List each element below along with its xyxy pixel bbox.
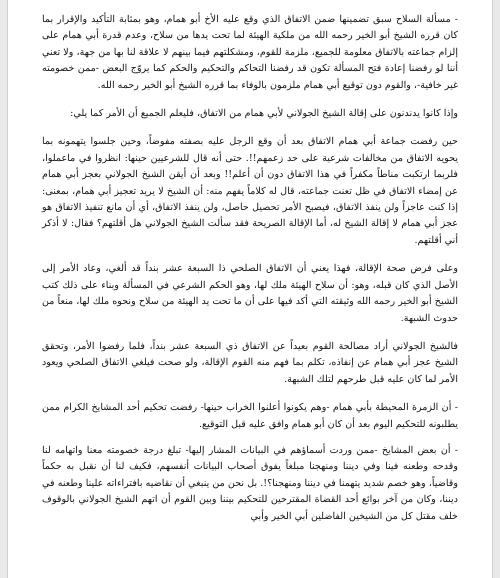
paragraph-6: - أن الزمرة المحيطة بأبي همام -وهم يكونوا أعلنوا الخراب حينها- رفضت تحكيم أحد المشايخ الكرام ممن يطلبونه للتحكيم اليوم بعد أن كان أبو همام وافق عليه قبل التوقيع. — [42, 402, 458, 430]
paragraph-5: فالشيخ الجولاني أراد مصالحة القوم بعيداً عن الاتفاق ذي السبعة عشر بنداً، فلما رفضوا الأمر، وتحقق الشيخ عجز أبي همام عن إنفاذه، تكلم بما فهم منه القوم الإقالة، ولو صحت فيلغي الاتفاق الصلحي ويعود الأمر لما كان عليه قبل طرحهم لتلك الشبهة. — [42, 340, 458, 385]
paragraph-2: وإذا كانوا يدندنون على إقالة الشيخ الجولاني لأبي همام من الاتفاق، فليعلم الجميع أن الأمر كما يلي: — [70, 108, 458, 120]
document-page — [7, 0, 493, 578]
paragraph-4: وعلى فرض صحة الإقالة، فهذا يعني أن الاتفاق الصلحي ذا السبعة عشر بنداً قد ألغي، وعاد الأمر إلى الأصل الذي كان قبله، وهو: أن سلاح الهيئة ملك لها، وهو الحكم الشرعي في المسألة وبناء على ذلك كتب الشيخ أبو الخير رحمه الله وثيقته التي أكد فيها على أن ما تحت يد الهيئة من سلاح ونحوه ملك لها، منعاً من حدوث الشبهة. — [42, 263, 458, 324]
paragraph-7: - أن بعض المشايخ -ممن وردت أسماؤهم في البيانات المشار إليها- تبلغ درجة خصومته معنا واتهامه لنا وقدحه وطعنه فينا وفي ديننا ومنهجنا مبلغاً يفوق أصحاب البيانات أنفسهم، فكيف لنا أن نقبل به حكماً وقاضياً، وهو خصم شديد يتهمنا في ديننا ومنهجنا؟!. بل نحن من ينبغي أن نقاضيه بافتراءاته علينا وطعنه في ديننا، وكان من آخر بوائع أحد القضاة المقترحين للتحكيم بيننا وبين القوم أن اتهم الشيخ الجولاني بالوقوف خلف مقتل كل من الشيخين الفاضلين أبي الخير وأبي — [42, 444, 458, 522]
paragraph-1: - مسألة السلاح سبق تضمينها ضمن الاتفاق الذي وقع عليه الأخ أبو همام، وهو بمثابة التأكيد والإقرار بما كان قرره الشيخ أبو الخير رحمه الله من ملكية الهيئة لما تحت يدها من سلاح، وعدم قدرة أبي همام على إلزام جماعته بالاتفاق معلومة للجميع، ملزمة للقوم، ومشكلتهم فيما بينهم لا علاقة لنا بها من جهة، ولا تعني أننا لو رفضنا إعادة فتح المسألة تكون قد رفضنا التحاكم والتحكيم والحكم كما يروّج البعض -ممن خصومته غير خافية-، والقوم دون توقيع أبي همام ملزمون بالوفاء بما قرره الشيخ أبو الخير رحمه الله. — [42, 14, 459, 91]
paragraph-3: حين رفضت جماعة أبي همام الاتفاق بعد أن وقع الرجل عليه بصفته مفوضاً، وحين جلسوا يتهمونه بما يحويه الاتفاق من مخالفات شرعية على حد زعمهم!!. حتى أنه قال للشرعيين حينها: انظروا في ماعملوا، فلربما ارتكبت مناطاً مكفراً في هذا الاتفاق دون أن أعلم!! وبعد أن أيقن الشيخ الجولاني بعجز أبي همام عن إمضاء الاتفاق في ظل تعنت جماعته، قال له كلاماً يفهم منه: أن الشيخ لا يريد تعجيز أبي همام، بمعنى: إذا كنت عاجزاً ولن ينفذ الاتفاق، فيصبح الأمر تحصيل حاصل، ولن ينفذ الاتفاق، أي أن مانع تنفيذ الاتفاق هو عجز أبي همام لا إقالة الشيخ له، أما الإقالة الصريحة فقد سألت الشيخ الجولاني هل أقلتهم؟ فقال: لا أذكر أني أقلتهم. — [42, 136, 458, 246]
